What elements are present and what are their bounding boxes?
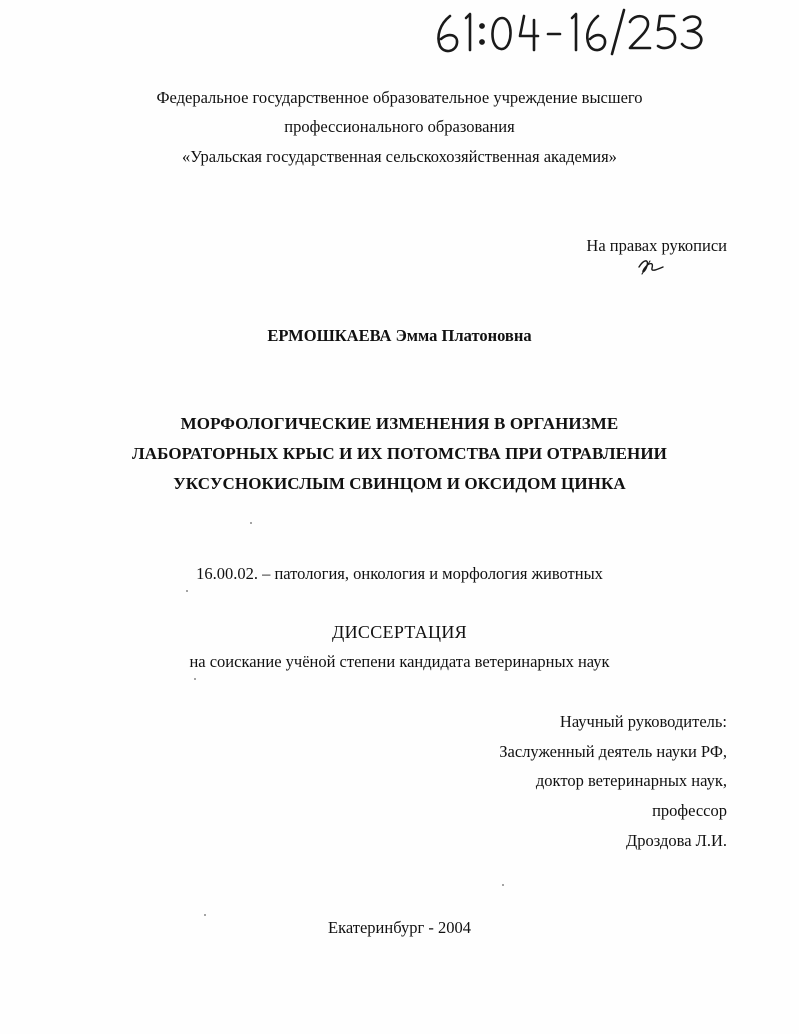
hw-digit-6 bbox=[438, 16, 457, 51]
title-line-2: ЛАБОРАТОРНЫХ КРЫС И ИХ ПОТОМСТВА ПРИ ОТРАВЛЕНИИ bbox=[131, 444, 668, 463]
scan-speck bbox=[250, 522, 252, 524]
hw-digit-6b bbox=[587, 16, 605, 50]
hw-slash bbox=[612, 10, 624, 54]
hw-digit-3 bbox=[682, 17, 701, 49]
signature-mark bbox=[636, 255, 666, 277]
hw-digit-2 bbox=[630, 16, 650, 48]
institution-line-2: профессионального образования bbox=[284, 117, 515, 136]
author-name: ЕРМОШКАЕВА Эмма Платоновна bbox=[267, 326, 532, 345]
specialty-code: 16.00.02. – патология, онкология и морфология животных bbox=[196, 564, 603, 583]
supervisor-title-1: Заслуженный деятель науки РФ, bbox=[499, 742, 727, 761]
hw-colon-bottom bbox=[480, 40, 483, 43]
hw-digit-1 bbox=[466, 14, 470, 50]
title-line-3: УКСУСНОКИСЛЫМ СВИНЦОМ И ОКСИДОМ ЦИНКА bbox=[173, 474, 626, 493]
hw-digit-0 bbox=[492, 18, 510, 49]
handwritten-archive-code bbox=[432, 2, 712, 58]
supervisor-name: Дроздова Л.И. bbox=[626, 831, 727, 850]
city-year: Екатеринбург - 2004 bbox=[328, 918, 471, 937]
institution-line-1: Федеральное государственное образовательное учреждение высшего bbox=[156, 88, 643, 107]
degree-statement: на соискание учёной степени кандидата ветеринарных наук bbox=[189, 652, 610, 671]
document-type: ДИССЕРТАЦИЯ bbox=[332, 622, 467, 642]
scan-speck bbox=[194, 678, 196, 680]
manuscript-rights-note: На правах рукописи bbox=[586, 236, 727, 255]
scan-speck bbox=[186, 590, 188, 592]
institution-line-3: «Уральская государственная сельскохозяйственная академия» bbox=[182, 147, 617, 166]
scan-speck bbox=[204, 914, 206, 916]
title-line-1: МОРФОЛОГИЧЕСКИЕ ИЗМЕНЕНИЯ В ОРГАНИЗМЕ bbox=[180, 414, 619, 433]
hw-digit-5 bbox=[658, 16, 675, 48]
hw-digit-4 bbox=[520, 16, 538, 50]
supervisor-heading: Научный руководитель: bbox=[559, 712, 727, 731]
scan-speck bbox=[502, 884, 504, 886]
hw-colon-top bbox=[480, 24, 483, 27]
supervisor-title-3: профессор bbox=[652, 801, 727, 820]
hw-digit-1b bbox=[572, 14, 576, 50]
supervisor-title-2: доктор ветеринарных наук, bbox=[535, 771, 727, 790]
